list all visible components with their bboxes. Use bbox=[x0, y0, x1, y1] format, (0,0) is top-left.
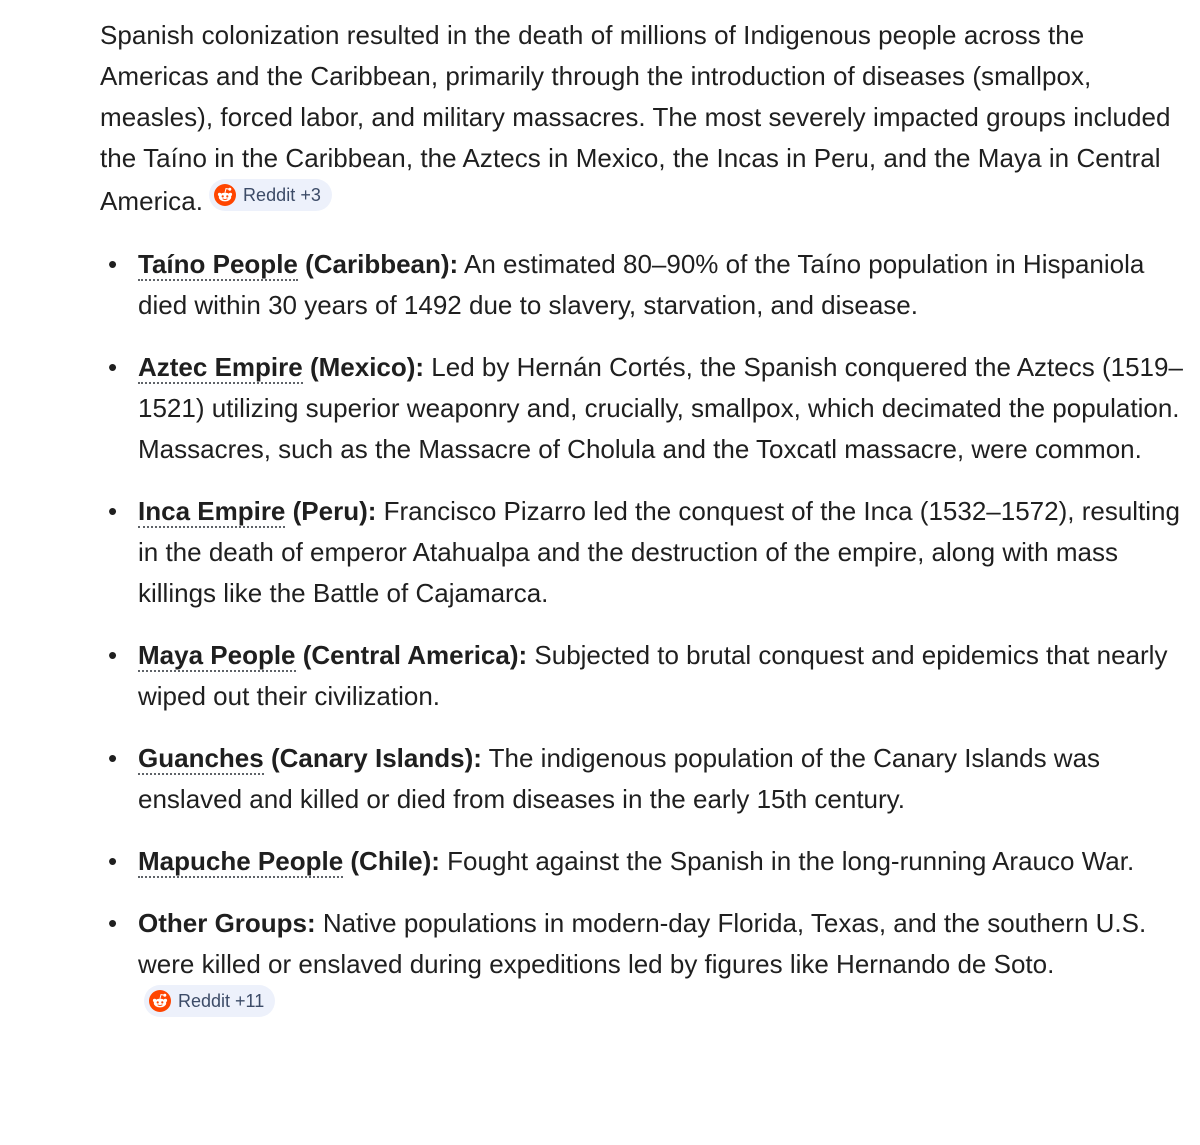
item-qualifier: (Caribbean): bbox=[297, 249, 459, 279]
item-qualifier: (Peru): bbox=[285, 496, 377, 526]
list-item-aztec bbox=[100, 347, 1185, 470]
list-item-maya bbox=[100, 635, 1185, 717]
bullet: • bbox=[108, 640, 118, 670]
term-link-maya[interactable]: Maya People bbox=[138, 640, 296, 670]
source-chip-label: Reddit +11 bbox=[178, 991, 265, 1011]
item-qualifier: (Mexico): bbox=[302, 352, 425, 382]
item-qualifier: (Canary Islands): bbox=[263, 743, 482, 773]
item-text: Fought against the Spanish in the long-running Arauco War. bbox=[439, 846, 1135, 876]
answer-content bbox=[100, 15, 1185, 1049]
bullet: • bbox=[108, 496, 118, 526]
reddit-icon bbox=[149, 990, 171, 1012]
item-qualifier: (Central America): bbox=[295, 640, 528, 670]
intro-text: Spanish colonization resulted in the death of millions of Indigenous people across the Americas and the Caribbean, primarily through the introduction of diseases (smallpox, measles), forced labor, and military massacres. The most severely impacted groups included the Taíno in the Caribbean, the Aztecs in Mexico, the Incas in Peru, and the Maya in Central America. bbox=[100, 20, 1171, 216]
impacted-groups-list bbox=[100, 244, 1185, 1028]
bullet: • bbox=[108, 908, 118, 938]
item-text: Francisco Pizarro led the conquest of the Inca (1532–1572), resulting in the death of emperor Atahualpa and the destruction of the empire, along with mass killings like the Battle of Cajamarca. bbox=[138, 496, 1180, 608]
term-link-guanches[interactable]: Guanches bbox=[138, 743, 264, 773]
bullet: • bbox=[108, 743, 118, 773]
item-text: Native populations in modern-day Florida, Texas, and the southern U.S. were killed or enslaved during expeditions led by figures like Hernando de Soto. bbox=[138, 908, 1147, 979]
source-chip-intro[interactable] bbox=[209, 179, 332, 211]
source-chip-other[interactable] bbox=[144, 985, 275, 1017]
term-link-inca[interactable]: Inca Empire bbox=[138, 496, 286, 526]
list-item-guanches bbox=[100, 738, 1185, 820]
bullet: • bbox=[108, 249, 118, 279]
list-item-inca bbox=[100, 491, 1185, 614]
term-link-mapuche[interactable]: Mapuche People bbox=[138, 846, 344, 876]
other-groups-label: Other Groups: bbox=[138, 908, 316, 938]
bullet: • bbox=[108, 846, 118, 876]
term-link-aztec[interactable]: Aztec Empire bbox=[138, 352, 303, 382]
bullet: • bbox=[108, 352, 118, 382]
list-item-mapuche bbox=[100, 841, 1185, 882]
intro-paragraph bbox=[100, 15, 1185, 222]
list-item-taino bbox=[100, 244, 1185, 326]
term-link-taino[interactable]: Taíno People bbox=[138, 249, 298, 279]
source-chip-label: Reddit +3 bbox=[242, 185, 321, 205]
item-text: Subjected to brutal conquest and epidemics that nearly wiped out their civilization. bbox=[138, 640, 1168, 711]
item-text: The indigenous population of the Canary Islands was enslaved and killed or died from diseases in the early 15th century. bbox=[138, 743, 1101, 814]
item-text: An estimated 80–90% of the Taíno population in Hispaniola died within 30 years of 1492 due to slavery, starvation, and disease. bbox=[138, 249, 1145, 320]
reddit-icon bbox=[214, 184, 236, 206]
item-qualifier: (Chile): bbox=[343, 846, 440, 876]
item-text: Led by Hernán Cortés, the Spanish conquered the Aztecs (1519–1521) utilizing superior weaponry and, crucially, smallpox, which decimated the population. Massacres, such as the Massacre of Cholula and the Toxcatl massacre, were common. bbox=[138, 352, 1183, 464]
list-item-other-groups bbox=[100, 903, 1185, 1028]
